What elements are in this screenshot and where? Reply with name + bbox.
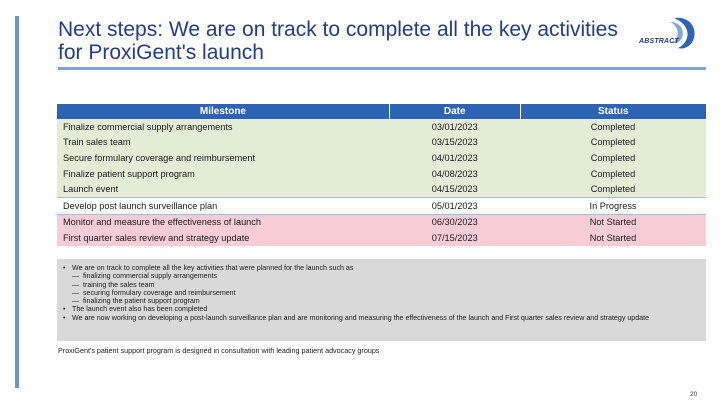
summary-sub-bullet: — securing formulary coverage and reimbursement	[63, 289, 700, 297]
abstract-logo	[634, 14, 698, 56]
status-cell: In Progress	[520, 197, 706, 214]
status-cell: Not Started	[520, 214, 706, 230]
date-cell: 03/01/2023	[389, 119, 520, 135]
logo-text: ABSTRACT	[638, 38, 680, 45]
slide-title: Next steps: We are on track to complete all the key activities for ProxiGent's launch	[58, 18, 618, 64]
summary-bullet: • The launch event also has been completed	[63, 305, 700, 313]
milestone-cell: Finalize commercial supply arrangements	[57, 119, 389, 135]
date-cell: 07/15/2023	[389, 230, 520, 246]
header-status: Status	[520, 104, 706, 119]
status-cell: Completed	[520, 181, 706, 197]
summary-list	[63, 264, 700, 322]
table-row	[57, 150, 706, 166]
date-cell: 05/01/2023	[389, 197, 520, 214]
table-row	[57, 135, 706, 151]
header-date: Date	[389, 104, 520, 119]
date-cell: 03/15/2023	[389, 135, 520, 151]
date-cell: 04/08/2023	[389, 166, 520, 182]
page-number: 20	[690, 391, 698, 398]
summary-sub-bullet: — finalizing commercial supply arrangements	[63, 272, 700, 280]
summary-sub-bullet: — training the sales team	[63, 281, 700, 289]
status-cell: Completed	[520, 135, 706, 151]
status-cell: Completed	[520, 119, 706, 135]
milestone-cell: Launch event	[57, 181, 389, 197]
left-accent-bar	[15, 16, 19, 388]
title-underline	[58, 67, 706, 70]
date-cell: 04/15/2023	[389, 181, 520, 197]
milestone-cell: First quarter sales review and strategy update	[57, 230, 389, 246]
status-cell: Not Started	[520, 230, 706, 246]
milestone-cell: Secure formulary coverage and reimbursement	[57, 150, 389, 166]
table-header-row	[57, 104, 706, 119]
summary-box	[57, 259, 706, 341]
table-row	[57, 197, 706, 214]
footnote: ProxiGent's patient support program is designed in consultation with leading patient advocacy groups	[58, 346, 380, 355]
table-row	[57, 230, 706, 246]
status-cell: Completed	[520, 166, 706, 182]
milestone-cell: Monitor and measure the effectiveness of launch	[57, 214, 389, 230]
status-cell: Completed	[520, 150, 706, 166]
table-row	[57, 166, 706, 182]
summary-sub-bullet: — finalizing the patient support program	[63, 297, 700, 305]
summary-bullet: • We are now working on developing a post-launch surveillance plan and are monitoring and measuring the effectiveness of the launch and First quarter sales review and strategy update	[63, 314, 700, 322]
logo-swoosh-icon	[634, 14, 698, 56]
milestone-table	[57, 104, 706, 246]
milestone-cell: Develop post launch surveillance plan	[57, 197, 389, 214]
milestone-cell: Finalize patient support program	[57, 166, 389, 182]
date-cell: 04/01/2023	[389, 150, 520, 166]
header-milestone: Milestone	[57, 104, 389, 119]
table-row	[57, 214, 706, 230]
milestone-cell: Train sales team	[57, 135, 389, 151]
table-row	[57, 181, 706, 197]
date-cell: 06/30/2023	[389, 214, 520, 230]
summary-bullet: • We are on track to complete all the key activities that were planned for the launch such as	[63, 264, 700, 272]
table-row	[57, 119, 706, 135]
